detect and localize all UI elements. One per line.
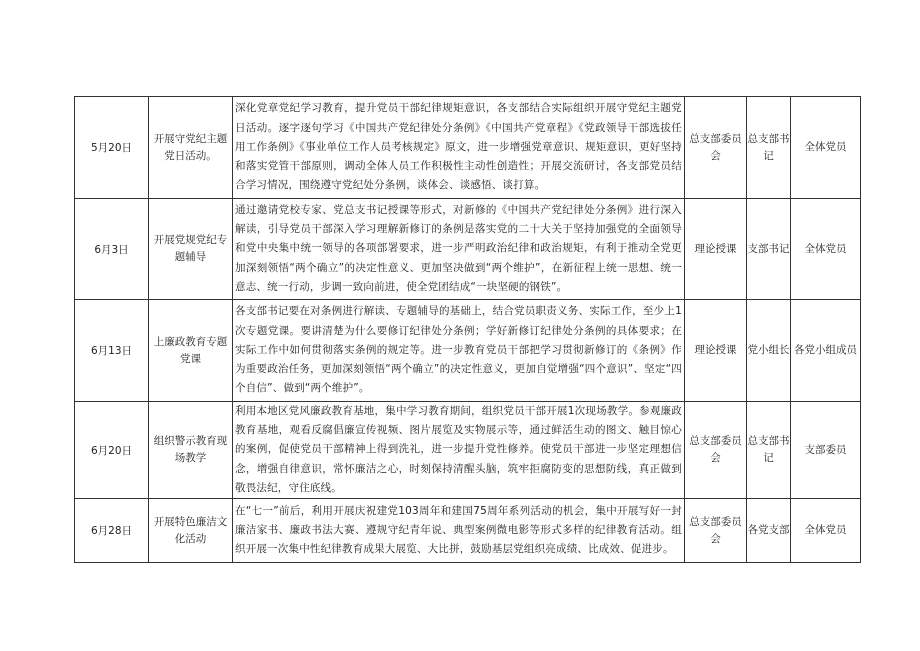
participants-cell: 全体党员 xyxy=(791,97,861,199)
activity-mode-cell: 总支部委员会 xyxy=(685,97,747,199)
participants-cell: 全体党员 xyxy=(791,199,861,300)
activity-title-cell: 开展特色廉洁文化活动 xyxy=(149,499,233,563)
activity-title-cell: 上廉政教育专题党课 xyxy=(149,300,233,402)
participants-cell: 支部委员 xyxy=(791,402,861,499)
activity-content-cell: 通过邀请党校专家、党总支书记授课等形式，对新修的《中国共产党纪律处分条例》进行深入解读，引导党员干部深入学习理解新修订的条例是落实党的二十大关于坚持加强党的全面领导和党中央集中统一领导的各项部署要求，进一步严明政治纪律和政治规矩，有利于推动全党更加深刻领悟“两个确立”的决定性意义、更加坚决做到“两个维护”，在新征程上统一思想、统一意志、统一行动，步调一致向前进，使全党团结成“一块坚硬的钢铁”。 xyxy=(233,199,685,300)
activity-title-cell: 开展守党纪主题党日活动。 xyxy=(149,97,233,199)
activity-mode-cell: 理论授课 xyxy=(685,199,747,300)
participants-cell: 全体党员 xyxy=(791,499,861,563)
table-row xyxy=(75,199,861,300)
activity-schedule-table xyxy=(74,96,861,563)
activity-title-cell: 开展党规党纪专题辅导 xyxy=(149,199,233,300)
activity-mode-cell: 理论授课 xyxy=(685,300,747,402)
table-row xyxy=(75,499,861,563)
organizer-cell: 各党支部 xyxy=(747,499,791,563)
activity-content-cell: 利用本地区党风廉政教育基地，集中学习教育期间，组织党员干部开展1次现场教学。参观廉政教育基地，观看反腐倡廉宣传视频、图片展览及实物展示等，通过鲜活生动的图文、触目惊心的案例，促使党员干部精神上得到洗礼，进一步提升党性修养。使党员干部进一步坚定理想信念，增强自律意识，常怀廉洁之心，时刻保持清醒头脑，筑牢拒腐防变的思想防线，真正做到敬畏法纪，守住底线。 xyxy=(233,402,685,499)
activity-mode-cell: 总支部委员会 xyxy=(685,402,747,499)
activity-content-cell: 深化党章党纪学习教育，提升党员干部纪律规矩意识，各支部结合实际组织开展守党纪主题党日活动。逐字逐句学习《中国共产党纪律处分条例》《中国共产党章程》《党政领导干部选拔任用工作条例》《事业单位工作人员考核规定》原文，进一步增强党章意识、规矩意识，更好坚持和落实党管干部原则，调动全体人员工作积极性主动性创造性；开展交流研讨，各支部党员结合学习情况，围绕遵守党纪处分条例，谈体会、谈感悟、谈打算。 xyxy=(233,97,685,199)
activity-mode-cell: 总支部委员会 xyxy=(685,499,747,563)
activity-title-cell: 组织警示教育现场教学 xyxy=(149,402,233,499)
organizer-cell: 总支部书记 xyxy=(747,97,791,199)
table-row xyxy=(75,97,861,199)
organizer-cell: 支部书记 xyxy=(747,199,791,300)
table-row xyxy=(75,300,861,402)
activity-content-cell: 在“七一”前后，利用开展庆祝建党103周年和建国75周年系列活动的机会，集中开展写好一封廉洁家书、廉政书法大赛、遵规守纪青年说、典型案例微电影等形式多样的纪律教育活动。组织开展一次集中性纪律教育成果大展览、大比拼，鼓励基层党组织亮成绩、比成效、促进步。 xyxy=(233,499,685,563)
date-cell: 6月20日 xyxy=(75,402,149,499)
table-row xyxy=(75,402,861,499)
organizer-cell: 党小组长 xyxy=(747,300,791,402)
organizer-cell: 总支部书记 xyxy=(747,402,791,499)
date-cell: 6月28日 xyxy=(75,499,149,563)
participants-cell: 各党小组成员 xyxy=(791,300,861,402)
date-cell: 6月3日 xyxy=(75,199,149,300)
date-cell: 5月20日 xyxy=(75,97,149,199)
date-cell: 6月13日 xyxy=(75,300,149,402)
activity-content-cell: 各支部书记要在对条例进行解读、专题辅导的基础上，结合党员职责义务、实际工作，至少上1次专题党课。要讲清楚为什么要修订纪律处分条例；学好新修订纪律处分条例的具体要求；在实际工作中如何贯彻落实条例的规定等。进一步教育党员干部把学习贯彻新修订的《条例》作为重要政治任务，更加深刻领悟“两个确立”的决定性意义，更加自觉增强“四个意识”、坚定“四个自信”、做到“两个维护”。 xyxy=(233,300,685,402)
